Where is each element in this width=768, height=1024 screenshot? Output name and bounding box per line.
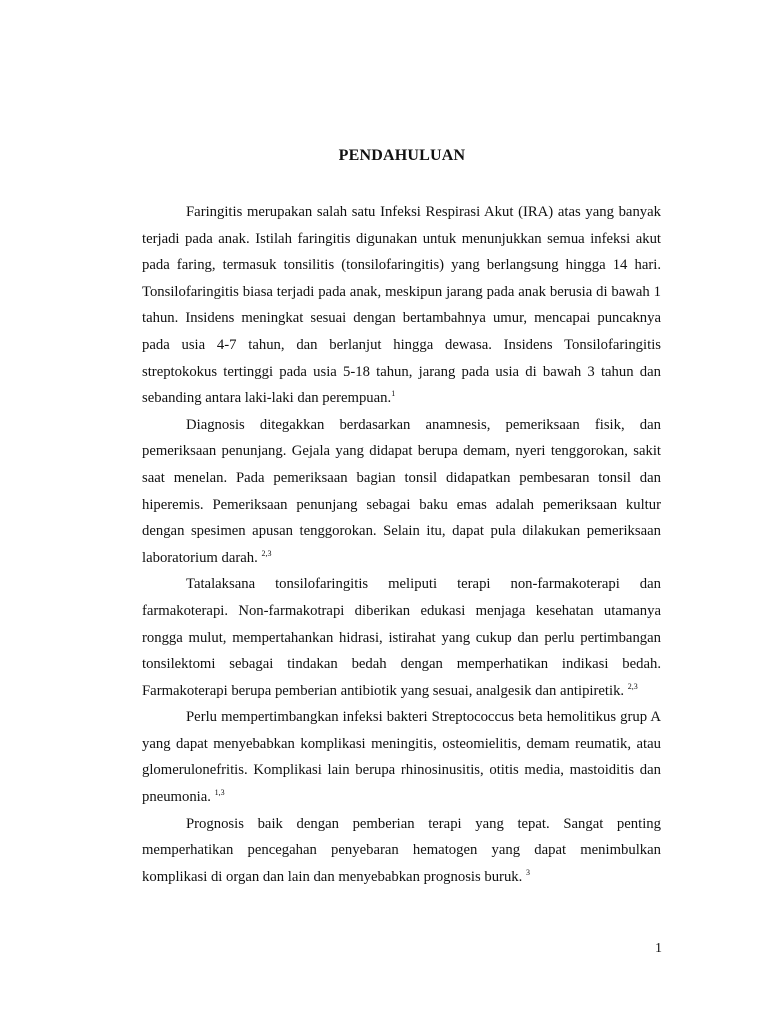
paragraph-prognosis (142, 811, 661, 891)
body-text (142, 199, 661, 890)
paragraph-komplikasi (142, 704, 661, 810)
paragraph-text: Perlu mempertimbangkan infeksi bakteri Streptococcus beta hemolitikus grup A yang dapat menyebabkan komplikasi meningitis, osteomielitis, demam reumatik, atau glomerulonefritis. Komplikasi lain berupa rhinosinusitis, otitis media, mastoiditis dan pneumonia. (142, 709, 661, 806)
paragraph-diagnosis (142, 412, 661, 572)
paragraph-text: Diagnosis ditegakkan berdasarkan anamnesis, pemeriksaan fisik, dan pemeriksaan penunjang. Gejala yang didapat berupa demam, nyeri tenggorokan, sakit saat menelan. Pada pemeriksaan bagian tonsil didapatkan pembesaran tonsil dan hiperemis. Pemeriksaan penunjang sebagai baku emas adalah pemeriksaan kultur dengan spesimen apusan tenggorokan. Selain itu, dapat pula dilakukan pemeriksaan laboratorium darah. (142, 416, 661, 566)
citation-marker: 3 (525, 867, 530, 877)
citation-marker: 2,3 (627, 681, 638, 691)
citation-marker: 1 (391, 389, 396, 399)
paragraph-text: Tatalaksana tonsilofaringitis meliputi terapi non-farmakoterapi dan farmakoterapi. Non-farmakotrapi diberikan edukasi menjaga kesehatan utamanya rongga mulut, mempertahankan hidrasi, istirahat yang cukup dan perlu pertimbangan tonsilektomi sebagai tindakan bedah dengan memperhatikan indikasi bedah. Farmakoterapi berupa pemberian antibiotik yang sesuai, analgesik dan antipiretik. (142, 576, 661, 699)
citation-marker: 1,3 (214, 788, 225, 798)
paragraph-tatalaksana (142, 571, 661, 704)
citation-marker: 2,3 (261, 548, 272, 558)
paragraph-text: Prognosis baik dengan pemberian terapi yang tepat. Sangat penting memperhatikan pencegahan penyebaran hematogen yang dapat menimbulkan komplikasi di organ dan lain dan menyebabkan prognosis buruk. (142, 815, 661, 885)
paragraph-text: Faringitis merupakan salah satu Infeksi Respirasi Akut (IRA) atas yang banyak terjadi pada anak. Istilah faringitis digunakan untuk menunjukkan semua infeksi akut pada faring, termasuk tonsilitis (tonsilofaringitis) yang berlangsung hingga 14 hari. Tonsilofaringitis biasa terjadi pada anak, meskipun jarang pada anak berusia di bawah 1 tahun. Insidens meningkat sesuai dengan bertambahnya umur, mencapai puncaknya pada usia 4-7 tahun, dan berlanjut hingga dewasa. Insidens Tonsilofaringitis streptokokus tertinggi pada usia 5-18 tahun, jarang pada usia di bawah 3 tahun dan sebanding antara laki-laki dan perempuan. (142, 204, 661, 407)
page-title: PENDAHULUAN (338, 147, 466, 164)
paragraph-faringitis (142, 199, 661, 412)
page-number: 1 (655, 941, 662, 956)
